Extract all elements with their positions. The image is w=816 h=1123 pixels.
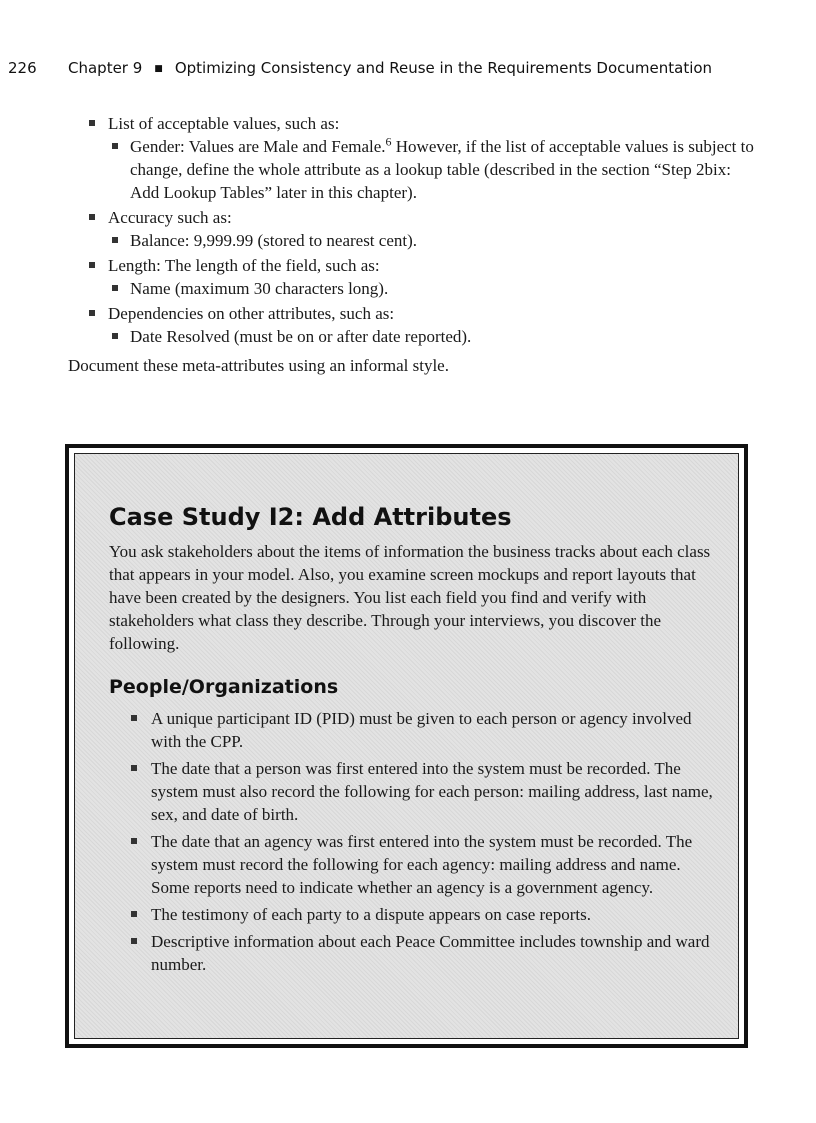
case-study-content xyxy=(109,502,719,980)
meta-attribute-list xyxy=(68,112,758,348)
square-bullet-icon xyxy=(89,262,95,268)
case-list-item xyxy=(109,757,719,826)
sub-item-text: Date Resolved (must be on or after date reported). xyxy=(130,327,472,346)
sub-list xyxy=(108,325,758,348)
list-item-text: List of acceptable values, such as: xyxy=(108,114,340,133)
square-bullet-icon xyxy=(89,214,95,220)
chapter-label: Chapter 9 xyxy=(68,59,143,77)
sub-list-item xyxy=(108,277,758,300)
list-item xyxy=(68,254,758,300)
case-list-item-text: The date that a person was first entered into the system must be recorded. The system must also record the following for each person: mailing address, last name, sex, and date of birth. xyxy=(151,759,713,824)
sub-item-text-continued: However, if the list of acceptable values is subject to change, define the whole attribute as a lookup table (described in the section “Step 2bix: Add Lookup Tables” later in this chapter). xyxy=(130,137,754,202)
sub-list xyxy=(108,135,758,204)
list-item-text: Dependencies on other attributes, such as: xyxy=(108,304,395,323)
case-study-title: Case Study I2: Add Attributes xyxy=(109,503,512,531)
closing-paragraph: Document these meta-attributes using an informal style. xyxy=(68,356,449,375)
header-separator: ■ xyxy=(154,64,163,74)
case-study-intro: You ask stakeholders about the items of information the business tracks about each class that appears in your model. Also, you examine screen mockups and report layouts that have been created by the designers. You list each field you find and verify with stakeholders what class they describe. Through your interviews, you discover the following. xyxy=(109,542,711,653)
square-bullet-icon xyxy=(131,938,137,944)
list-item xyxy=(68,302,758,348)
footnote-marker: 6 xyxy=(385,134,392,149)
sub-list xyxy=(108,277,758,300)
sub-item-text: Gender: Values are Male and Female. xyxy=(130,137,386,156)
square-bullet-icon xyxy=(112,237,118,243)
chapter-title: Optimizing Consistency and Reuse in the Requirements Documentation xyxy=(174,59,713,77)
case-list-item-text: Descriptive information about each Peace Committee includes township and ward number. xyxy=(151,932,710,974)
square-bullet-icon xyxy=(131,838,137,844)
square-bullet-icon xyxy=(131,765,137,771)
sub-item-text: Name (maximum 30 characters long). xyxy=(130,279,389,298)
case-list-item xyxy=(109,930,719,976)
square-bullet-icon xyxy=(112,285,118,291)
list-item-text: Length: The length of the field, such as: xyxy=(108,256,380,275)
case-list-item-text: The date that an agency was first entered into the system must be recorded. The system must record the following for each agency: mailing address and name. Some reports need to indicate whether an agency is a government agency. xyxy=(151,832,693,897)
list-item xyxy=(68,112,758,204)
case-list-item xyxy=(109,707,719,753)
sub-list-item xyxy=(108,229,758,252)
sub-list xyxy=(108,229,758,252)
case-list-item xyxy=(109,903,719,926)
case-list-item-text: A unique participant ID (PID) must be given to each person or agency involved with the CPP. xyxy=(151,709,692,751)
case-list-item-text: The testimony of each party to a dispute appears on case reports. xyxy=(151,905,591,924)
case-list-item xyxy=(109,830,719,899)
case-study-bullet-list xyxy=(109,707,719,976)
sub-list-item xyxy=(108,135,758,204)
list-item-text: Accuracy such as: xyxy=(108,208,232,227)
square-bullet-icon xyxy=(131,911,137,917)
body-text xyxy=(68,112,758,377)
square-bullet-icon xyxy=(112,333,118,339)
running-head xyxy=(8,59,796,77)
page-number: 226 xyxy=(8,59,37,77)
square-bullet-icon xyxy=(89,120,95,126)
square-bullet-icon xyxy=(131,715,137,721)
square-bullet-icon xyxy=(89,310,95,316)
case-study-panel xyxy=(74,453,739,1039)
list-item xyxy=(68,206,758,252)
case-study-subheading: People/Organizations xyxy=(109,676,339,698)
sub-list-item xyxy=(108,325,758,348)
sub-item-text: Balance: 9,999.99 (stored to nearest cent). xyxy=(130,231,418,250)
square-bullet-icon xyxy=(112,143,118,149)
case-study-box xyxy=(65,444,748,1048)
